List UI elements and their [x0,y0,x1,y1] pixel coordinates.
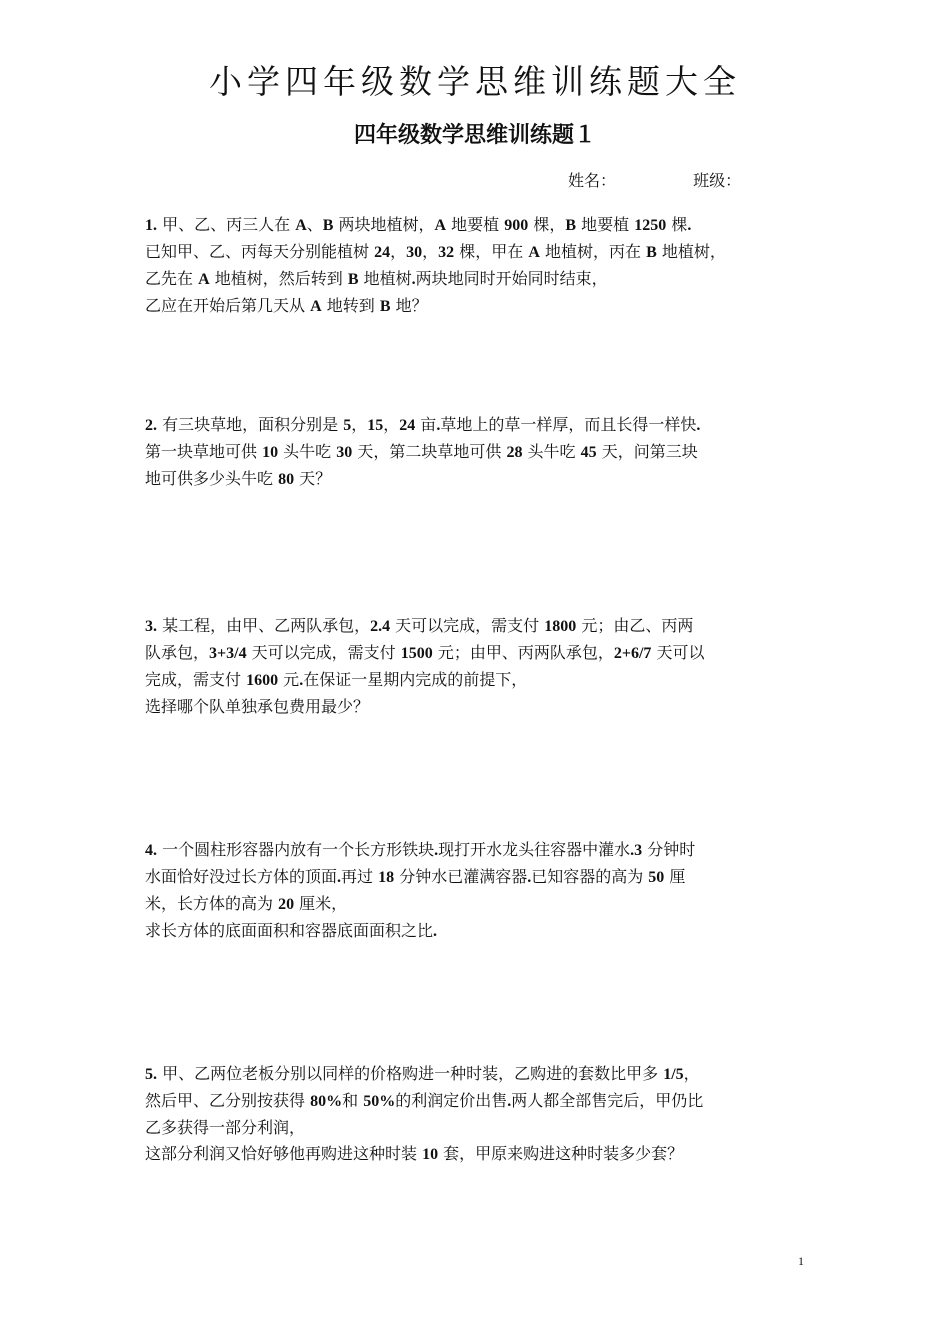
bold-number: 2+6/7 [613,645,652,662]
problem-4 [145,837,807,945]
bold-number: 1/5 [663,1066,684,1083]
bold-number: 80% [310,1093,343,1110]
problem-line: 5. 甲、乙两位老板分别以同样的价格购进一种时装，乙购进的套数比甲多 1/5， [145,1064,700,1083]
bold-number: . [436,417,441,434]
bold-number: 1500 [400,645,433,662]
bold-number: B [646,244,657,261]
bold-number: . [507,1093,512,1110]
problem-line: 已知甲、乙、丙每天分别能植树 24，30，32 棵，甲在 A 地植树，丙在 B 地植树， [145,242,726,261]
bold-number: 5 [343,417,352,434]
problem-line: 地可供多少头牛吃 80 天？ [145,469,332,488]
bold-number: 28 [506,444,523,461]
problem-line: 1. 甲、乙、丙三人在 A、B 两块地植树，A 地要植 900 棵，B 地要植 1250 棵. [145,215,692,234]
name-label: 姓名： [568,171,617,190]
bold-number: 1. [145,217,157,234]
bold-number: B [347,271,359,288]
problem-line: 乙先在 A 地植树，然后转到 B 地植树.两块地同时开始同时结束， [145,269,608,288]
bold-number: 10 [262,444,279,461]
bold-number: 30 [406,244,423,261]
problem-line: 然后甲、乙分别按获得 80%和 50%的利润定价出售.两人都全部售完后，甲仍比 [145,1091,704,1110]
class-label: 班级： [693,171,742,190]
problem-line: 3. 某工程，由甲、乙两队承包，2.4 天可以完成，需支付 1800 元；由乙、丙两 [145,616,694,635]
bold-number: 10 [422,1146,439,1163]
problem-line: 队承包，3+3/4 天可以完成，需支付 1500 元；由甲、丙两队承包，2+6/7 天可以 [145,643,705,662]
bold-number: 1250 [634,217,667,234]
bold-number: 24 [374,244,391,261]
bold-number: . [527,869,532,886]
bold-number: . [299,672,304,689]
problem-line: 乙多获得一部分利润， [145,1118,306,1137]
bold-number: 50 [648,869,665,886]
bold-number: A [295,217,307,234]
bold-number: . [434,842,439,859]
bold-number: . [433,923,438,940]
page-number: 1 [798,1254,804,1268]
problem-line: 水面恰好没过长方体的顶面.再过 18 分钟水已灌满容器.已知容器的高为 50 厘 [145,867,686,886]
bold-number: 24 [399,417,416,434]
problem-3 [145,613,807,720]
bold-number: 1800 [544,618,577,635]
bold-number: 2.4 [370,618,391,635]
bold-number: 45 [580,444,597,461]
problem-line: 米，长方体的高为 20 厘米， [145,894,348,913]
student-info-line [568,168,741,191]
problem-line: 选择哪个队单独承包费用最少？ [145,697,370,716]
bold-number: 1600 [246,672,279,689]
bold-number: B [565,217,577,234]
bold-number: A [310,298,322,315]
bold-number: 20 [278,896,295,913]
bold-number: 30 [336,444,353,461]
problem-line: 完成，需支付 1600 元.在保证一星期内完成的前提下， [145,670,528,689]
bold-number: A [198,271,210,288]
problem-line: 这部分利润又恰好够他再购进这种时装 10 套，甲原来购进这种时装多少套？ [145,1144,684,1163]
bold-number: A [528,244,540,261]
bold-number: 3+3/4 [209,645,247,662]
problem-line: 4. 一个圆柱形容器内放有一个长方形铁块.现打开水龙头往容器中灌水.3 分钟时 [145,840,696,859]
bold-number: . [411,271,416,288]
document-title: 小学四年级数学思维训练题大全 [209,62,741,101]
bold-number: 32 [438,244,455,261]
problem-1 [145,212,807,320]
bold-number: .3 [630,842,643,859]
bold-number: B [379,298,391,315]
bold-number: 50% [363,1093,396,1110]
problem-5 [145,1061,807,1168]
bold-number: A [434,217,447,234]
problem-2 [145,412,807,493]
bold-number: . [687,217,692,234]
bold-number: . [696,417,701,434]
problem-line: 乙应在开始后第几天从 A 地转到 B 地？ [145,296,428,315]
bold-number: 5. [145,1066,157,1083]
problem-line: 2. 有三块草地，面积分别是 5，15，24 亩.草地上的草一样厚，而且长得一样快. [145,415,701,434]
bold-number: 80 [278,471,295,488]
worksheet-title: 四年级数学思维训练题１ [353,123,596,148]
bold-number: 3. [145,618,157,635]
bold-number: 900 [504,217,529,234]
bold-number: 2. [145,417,157,434]
bold-number: B [322,217,334,234]
problem-line: 求长方体的底面面积和容器底面面积之比. [145,921,438,940]
bold-number: . [337,869,342,886]
bold-number: 18 [378,869,395,886]
bold-number: 4. [145,842,157,859]
problem-line: 第一块草地可供 10 头牛吃 30 天，第二块草地可供 28 头牛吃 45 天，问第三块 [145,442,698,461]
bold-number: 15 [367,417,384,434]
